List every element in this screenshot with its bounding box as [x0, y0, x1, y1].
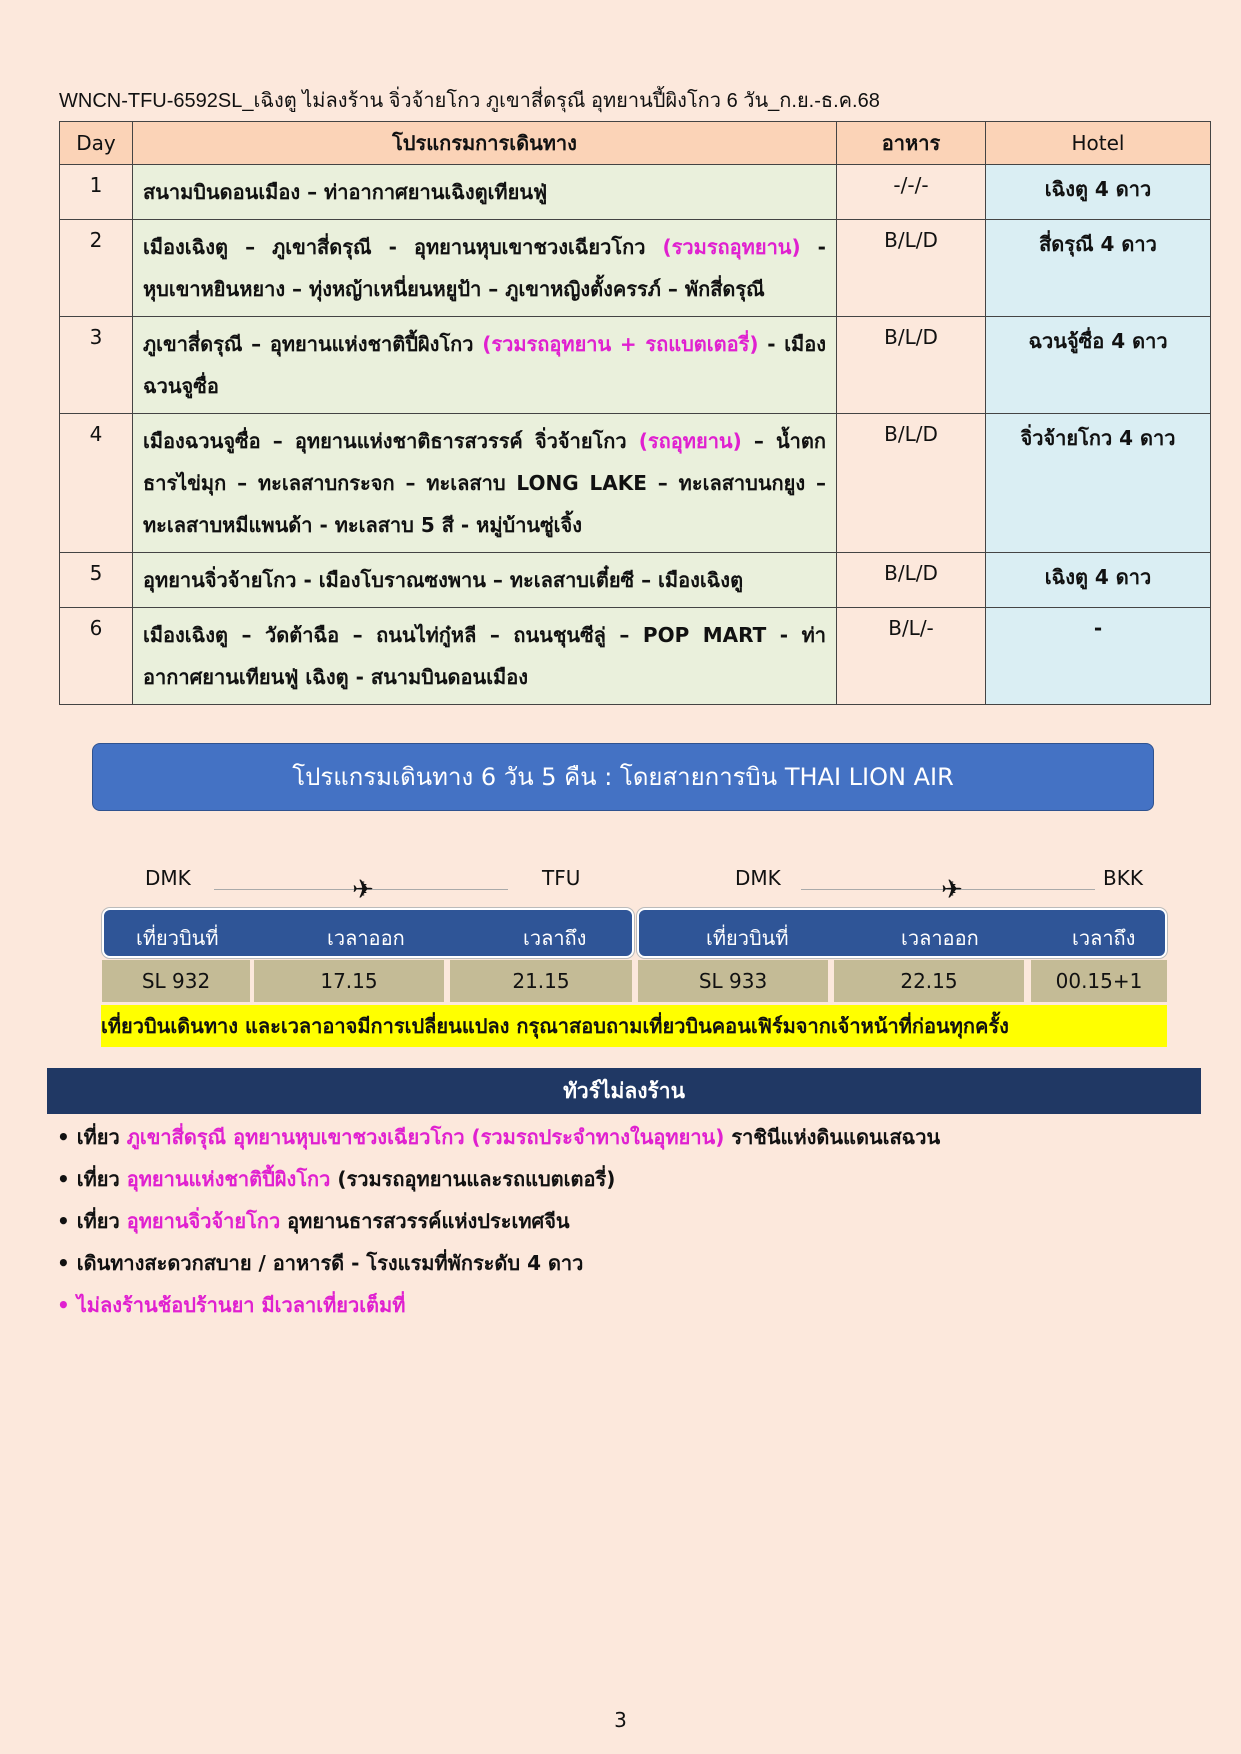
list-item — [57, 1242, 940, 1284]
outbound-arrive-label: เวลาถึง — [523, 926, 587, 950]
document-title: WNCN-TFU-6592SL_เฉิงตู ไม่ลงร้าน จิ่วจ้ายโกว ภูเขาสี่ดรุณี อุทยานปี้ผิงโกว 6 วัน_ก.ย.-ธ.ค.68 — [59, 90, 880, 112]
itinerary-table — [59, 121, 1211, 705]
return-arrive-time: 00.15+1 — [1031, 960, 1167, 1002]
highlight-accent-text: อุทยานจิ่วจ้ายโกว — [126, 1209, 281, 1233]
return-flight-header — [637, 908, 1167, 958]
header-day: Day — [60, 122, 133, 165]
hotel-cell: ฉวนจู้ซื่อ 4 ดาว — [986, 317, 1211, 414]
highlight-accent-text: อุทยานแห่งชาติปี้ผิงโกว — [126, 1167, 331, 1191]
day-cell: 3 — [60, 317, 133, 414]
schedule-change-notice: เที่ยวบินเดินทาง และเวลาอาจมีการเปลี่ยนแปลง กรุณาสอบถามเที่ยวบินคอนเฟิร์มจากเจ้าหน้าที่ก่อนทุกครั้ง — [101, 1005, 1167, 1047]
meals-cell: B/L/D — [837, 220, 986, 317]
table-row — [60, 165, 1211, 220]
table-row — [60, 220, 1211, 317]
return-from: DMK — [735, 866, 781, 890]
page-number: 3 — [614, 1708, 627, 1732]
program-text: สนามบินดอนเมือง – ท่าอากาศยานเฉิงตูเทียนฟู่ — [143, 180, 548, 204]
return-depart-time: 22.15 — [834, 960, 1024, 1002]
header-program: โปรแกรมการเดินทาง — [133, 122, 837, 165]
table-row — [60, 553, 1211, 608]
outbound-flight-header — [102, 908, 634, 958]
program-note: (รวมรถอุทยาน + รถแบตเตอรี่) — [482, 332, 759, 356]
program-cell — [133, 165, 837, 220]
program-cell — [133, 317, 837, 414]
table-row — [60, 414, 1211, 553]
program-note: (รวมรถอุทยาน) — [662, 235, 801, 259]
list-item — [57, 1158, 940, 1200]
section-title: ทัวร์ไม่ลงร้าน — [47, 1068, 1201, 1114]
outbound-flight-label: เที่ยวบินที่ — [136, 926, 219, 950]
meals-cell: B/L/D — [837, 553, 986, 608]
program-text: เมืองเฉิงตู – วัดต้าฉือ – ถนนไท่กู๋หลี – ถนนชุนซีลู่ – POP MART - ท่าอากาศยานเทียนฟู่ เฉิงตู - สนามบินดอนเมือง — [143, 623, 826, 689]
header-meals: อาหาร — [837, 122, 986, 165]
highlights-list — [57, 1116, 940, 1326]
highlight-text: (รวมรถอุทยานและรถแบตเตอรี่) — [330, 1167, 616, 1191]
program-text: เมืองฉวนจูซื่อ – อุทยานแห่งชาติธารสวรรค์ จิ่วจ้ายโกว — [143, 429, 639, 453]
day-cell: 1 — [60, 165, 133, 220]
highlight-text: • เที่ยว — [57, 1209, 127, 1233]
meals-cell: B/L/- — [837, 608, 986, 705]
program-note: (รถอุทยาน) — [638, 429, 742, 453]
airplane-icon: ✈ — [352, 875, 374, 905]
return-flight-label: เที่ยวบินที่ — [706, 926, 789, 950]
outbound-flight-number: SL 932 — [102, 960, 250, 1002]
header-hotel: Hotel — [986, 122, 1211, 165]
outbound-depart-time: 17.15 — [254, 960, 444, 1002]
highlight-text: ราชินีแห่งดินแดนเสฉวน — [724, 1125, 941, 1149]
highlight-accent-text: ภูเขาสี่ดรุณี อุทยานหุบเขาชวงเฉียวโกว (รวมรถประจำทางในอุทยาน) — [126, 1125, 725, 1149]
table-header-row — [60, 122, 1211, 165]
hotel-cell: เฉิงตู 4 ดาว — [986, 553, 1211, 608]
outbound-to: TFU — [542, 866, 581, 890]
program-text: เมืองเฉิงตู – ภูเขาสี่ดรุณี - อุทยานหุบเขาชวงเฉียวโกว — [143, 235, 663, 259]
program-text: อุทยานจิ่วจ้ายโกว - เมืองโบราณซงพาน – ทะเลสาบเตี๋ยซี – เมืองเฉิงตู — [143, 568, 744, 592]
day-cell: 4 — [60, 414, 133, 553]
program-cell — [133, 553, 837, 608]
table-row — [60, 608, 1211, 705]
return-to: BKK — [1103, 866, 1143, 890]
list-item — [57, 1284, 940, 1326]
day-cell: 2 — [60, 220, 133, 317]
program-cell — [133, 220, 837, 317]
meals-cell: B/L/D — [837, 414, 986, 553]
highlight-accent-text: • ไม่ลงร้านช้อปร้านยา มีเวลาเที่ยวเต็มที่ — [57, 1293, 406, 1317]
return-arrive-label: เวลาถึง — [1072, 926, 1136, 950]
outbound-from: DMK — [145, 866, 191, 890]
table-row — [60, 317, 1211, 414]
hotel-cell: เฉิงตู 4 ดาว — [986, 165, 1211, 220]
meals-cell: B/L/D — [837, 317, 986, 414]
program-cell — [133, 608, 837, 705]
day-cell: 5 — [60, 553, 133, 608]
highlight-text: • เดินทางสะดวกสบาย / อาหารดี - โรงแรมที่พักระดับ 4 ดาว — [57, 1251, 584, 1275]
meals-cell: -/-/- — [837, 165, 986, 220]
program-cell — [133, 414, 837, 553]
list-item — [57, 1116, 940, 1158]
return-flight-number: SL 933 — [638, 960, 828, 1002]
hotel-cell: สี่ดรุณี 4 ดาว — [986, 220, 1211, 317]
return-depart-label: เวลาออก — [901, 926, 979, 950]
outbound-depart-label: เวลาออก — [327, 926, 405, 950]
program-text: – น้ำตกธารไข่มุก – ทะเลสาบกระจก – ทะเลสาบ LONG LAKE – ทะเลสาบนกยูง – ทะเลสาบหมีแพนด้า - ทะเลสาบ 5 สี - หมู่บ้านซู่เจิ้ง — [143, 429, 826, 537]
hotel-cell: จิ่วจ้ายโกว 4 ดาว — [986, 414, 1211, 553]
highlight-text: อุทยานธารสวรรค์แห่งประเทศจีน — [280, 1209, 570, 1233]
highlight-text: • เที่ยว — [57, 1125, 127, 1149]
program-text: ภูเขาสี่ดรุณี – อุทยานแห่งชาติปี้ผิงโกว — [143, 332, 483, 356]
airplane-icon: ✈ — [941, 875, 963, 905]
highlight-text: • เที่ยว — [57, 1167, 127, 1191]
program-text: - เมืองฉวนจูซื่อ — [143, 332, 827, 398]
outbound-arrive-time: 21.15 — [450, 960, 632, 1002]
list-item — [57, 1200, 940, 1242]
day-cell: 6 — [60, 608, 133, 705]
hotel-cell: - — [986, 608, 1211, 705]
program-text: - หุบเขาหยินหยาง – ทุ่งหญ้าเหนี่ยนหยูป้า – ภูเขาหญิงตั้งครรภ์ – พักสี่ดรุณี — [143, 235, 826, 301]
program-banner: โปรแกรมเดินทาง 6 วัน 5 คืน : โดยสายการบิน THAI LION AIR — [92, 743, 1154, 811]
